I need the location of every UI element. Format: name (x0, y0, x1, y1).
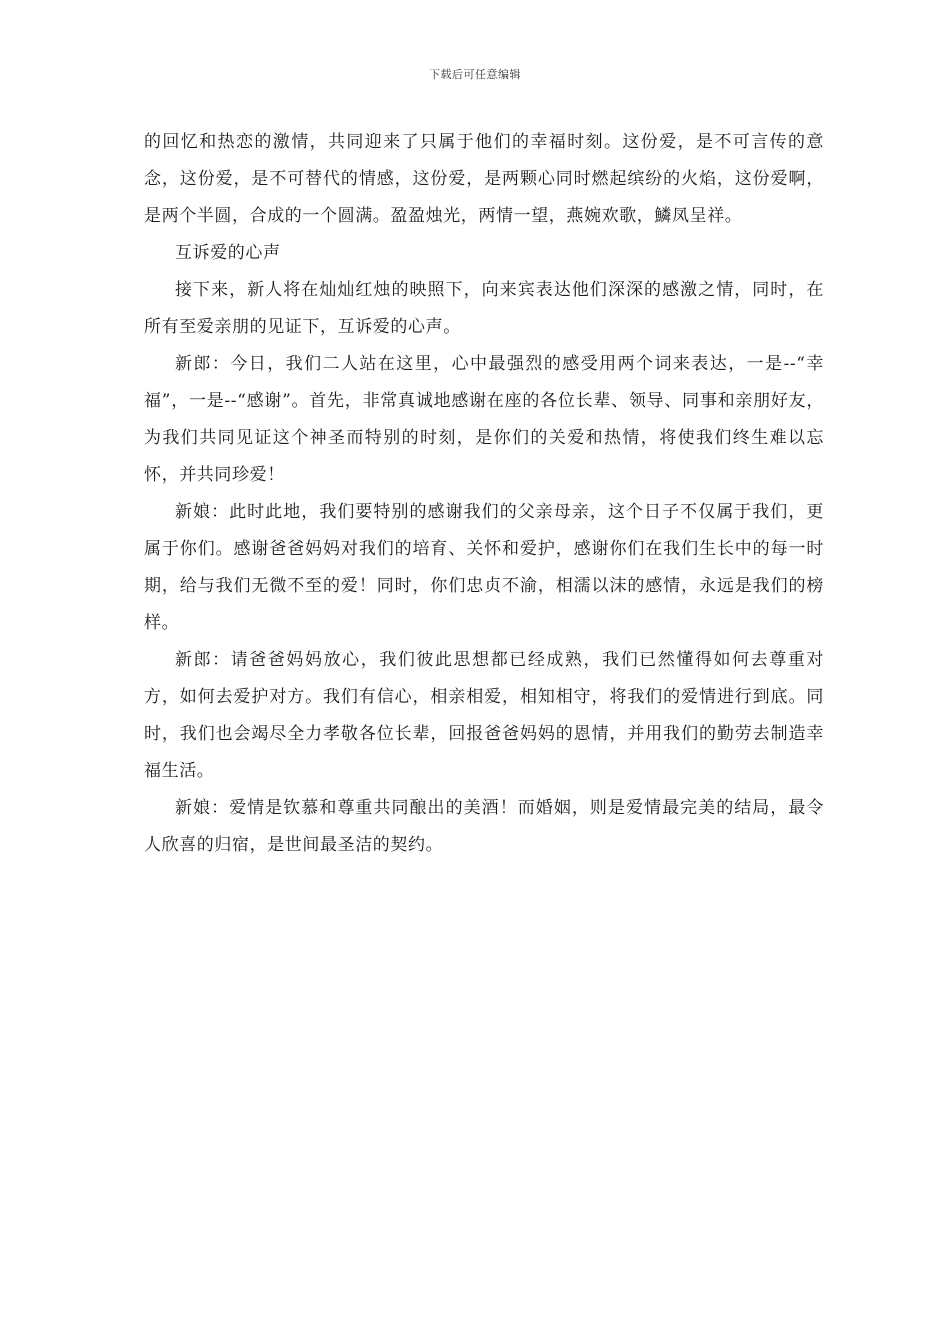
paragraph-host-introduction: 接下来，新人将在灿灿红烛的映照下，向来宾表达他们深深的感激之情，同时，在所有至爱亲朋的见证下，互诉爱的心声。 (144, 280, 824, 337)
document-body (144, 124, 824, 864)
paragraph-groom-speech-1: 新郎：今日，我们二人站在这里，心中最强烈的感受用两个词来表达，一是--“幸福”，一是--“感谢”。首先，非常真诚地感谢在座的各位长辈、领导、同事和亲朋好友，为我们共同见证这个神圣而特别的时刻，是你们的关爱和热情，将使我们终生难以忘怀，并共同珍爱！ (144, 354, 824, 485)
paragraph-bride-speech-1: 新娘：此时此地，我们要特别的感谢我们的父亲母亲，这个日子不仅属于我们，更属于你们。感谢爸爸妈妈对我们的培育、关怀和爱护，感谢你们在我们生长中的每一时期，给与我们无微不至的爱！同时，你们忠贞不渝，相濡以沫的感情，永远是我们的榜样。 (144, 502, 824, 633)
paragraph-bride-speech-2: 新娘：爱情是钦慕和尊重共同酿出的美酒！而婚姻，则是爱情最完美的结局，最令人欣喜的归宿，是世间最圣洁的契约。 (144, 798, 824, 855)
paragraph-groom-speech-2: 新郎：请爸爸妈妈放心，我们彼此思想都已经成熟，我们已然懂得如何去尊重对方，如何去爱护对方。我们有信心，相亲相爱，相知相守，将我们的爱情进行到底。同时，我们也会竭尽全力孝敬各位长辈，回报爸爸妈妈的恩情，并用我们的勤劳去制造幸福生活。 (144, 650, 824, 781)
page-header: 下载后可任意编辑 (429, 68, 521, 81)
section-heading: 互诉爱的心声 (175, 243, 281, 263)
paragraph-intro-continuation: 的回忆和热恋的激情，共同迎来了只属于他们的幸福时刻。这份爱，是不可言传的意念，这份爱，是不可替代的情感，这份爱，是两颗心同时燃起缤纷的火焰，这份爱啊，是两个半圆，合成的一个圆满。盈盈烛光，两情一望，燕婉欢歌，鱗凤呈祥。 (144, 132, 824, 226)
